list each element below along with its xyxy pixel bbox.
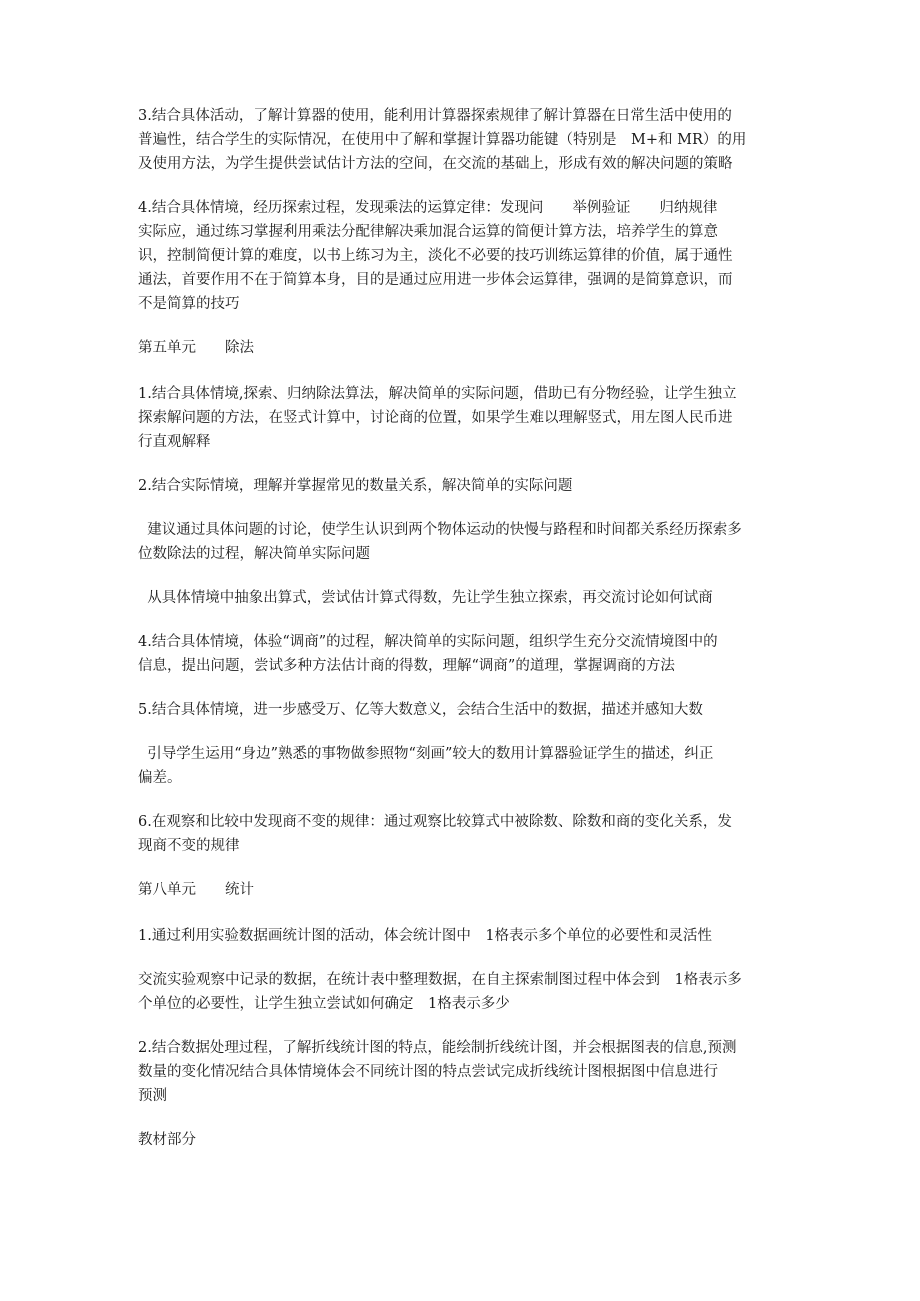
text-line: 及使用方法，为学生提供尝试估计方法的空间，在交流的基础上，形成有效的解决问题的策略	[138, 156, 733, 172]
paragraph	[138, 742, 818, 790]
paragraph	[138, 586, 818, 610]
text-line: 现商不变的规律	[138, 838, 240, 854]
text-line: 3.结合具体活动，了解计算器的使用，能利用计算器探索规律了解计算器在日常生活中使用的	[138, 108, 732, 124]
text-line: 探索解问题的方法，在竖式计算中，讨论商的位置，如果学生难以理解竖式，用左图人民币进	[138, 410, 733, 426]
paragraph	[138, 698, 818, 722]
paragraph	[138, 104, 818, 176]
text-line: 4.结合具体情境，经历探索过程，发现乘法的运算定律：发现问 举例验证 归纳规律	[138, 200, 718, 216]
text-line: 第八单元 统计	[138, 882, 254, 898]
section-heading	[138, 1128, 818, 1152]
text-line: 个单位的必要性，让学生独立尝试如何确定 1格表示多少	[138, 996, 510, 1012]
text-line: 2.结合数据处理过程，了解折线统计图的特点，能绘制折线统计图，并会根据图表的信息,预测	[138, 1040, 737, 1056]
text-line: 行直观解释	[138, 434, 211, 450]
text-line: 通法，首要作用不在于简算本身，目的是通过应用进一步体会运算律，强调的是简算意识，而	[138, 272, 733, 288]
text-line: 从具体情境中抽象出算式，尝试估计算式得数，先让学生独立探索，再交流讨论如何试商	[138, 590, 713, 606]
paragraph	[138, 518, 818, 566]
paragraph	[138, 810, 818, 858]
text-line: 预测	[138, 1088, 167, 1104]
text-line: 识，控制简便计算的难度，以书上练习为主，淡化不必要的技巧训练运算律的价值，属于通性	[138, 248, 733, 264]
paragraph	[138, 630, 818, 678]
text-line: 信息，提出问题，尝试多种方法估计商的得数，理解“调商”的道理，掌握调商的方法	[138, 658, 675, 674]
document-page	[138, 104, 818, 1174]
text-line: 5.结合具体情境，进一步感受万、亿等大数意义，会结合生活中的数据，描述并感知大数	[138, 702, 703, 718]
paragraph	[138, 1036, 818, 1108]
text-line: 普遍性，结合学生的实际情况，在使用中了解和掌握计算器功能键（特别是 M+和 MR）的用	[138, 132, 747, 148]
paragraph	[138, 474, 818, 498]
paragraph	[138, 968, 818, 1016]
text-line: 1.结合具体情境,探索、归纳除法算法，解决简单的实际问题，借助已有分物经验，让学生独立	[138, 386, 737, 402]
text-line: 交流实验观察中记录的数据，在统计表中整理数据，在自主探索制图过程中体会到 1格表示多	[138, 972, 742, 988]
section-heading	[138, 336, 818, 360]
text-line: 位数除法的过程，解决简单实际问题	[138, 546, 370, 562]
paragraph	[138, 924, 818, 948]
text-line: 第五单元 除法	[138, 340, 254, 356]
text-line: 数量的变化情况结合具体情境体会不同统计图的特点尝试完成折线统计图根据图中信息进行	[138, 1064, 718, 1080]
text-line: 偏差。	[138, 770, 182, 786]
text-line: 引导学生运用“身边”熟悉的事物做参照物“刻画”较大的数用计算器验证学生的描述，纠正	[138, 746, 714, 762]
text-line: 建议通过具体问题的讨论，使学生认识到两个物体运动的快慢与路程和时间都关系经历探索多	[138, 522, 742, 538]
text-line: 4.结合具体情境，体验“调商”的过程，解决简单的实际问题，组织学生充分交流情境图中的	[138, 634, 718, 650]
paragraph	[138, 196, 818, 316]
text-line: 1.通过利用实验数据画统计图的活动，体会统计图中 1格表示多个单位的必要性和灵活性	[138, 928, 713, 944]
text-line: 2.结合实际情境，理解并掌握常见的数量关系，解决简单的实际问题	[138, 478, 573, 494]
text-line: 不是简算的技巧	[138, 296, 240, 312]
text-line: 实际应，通过练习掌握利用乘法分配律解决乘加混合运算的简便计算方法，培养学生的算意	[138, 224, 718, 240]
text-line: 6.在观察和比较中发现商不变的规律：通过观察比较算式中被除数、除数和商的变化关系，发	[138, 814, 732, 830]
section-heading	[138, 878, 818, 902]
text-line: 教材部分	[138, 1132, 196, 1148]
paragraph	[138, 382, 818, 454]
